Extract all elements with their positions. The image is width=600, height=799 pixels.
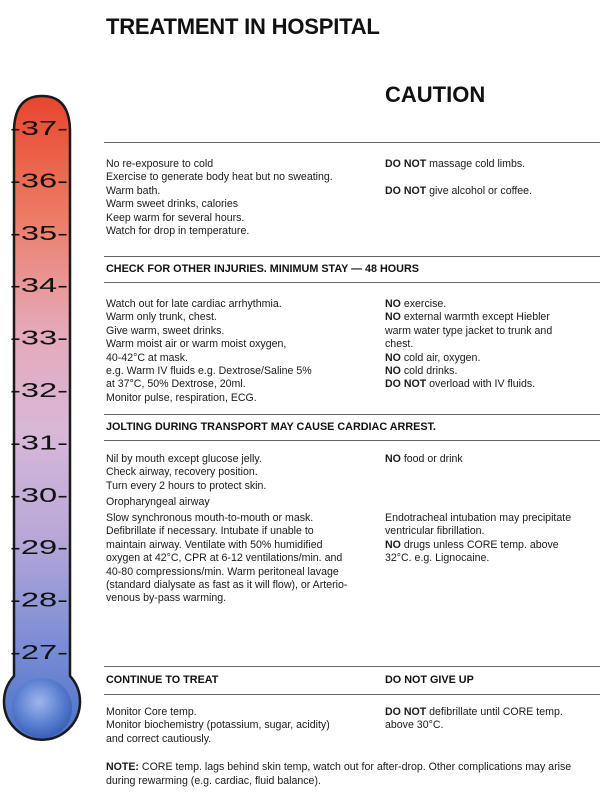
treatment-line: Slow synchronous mouth-to-mouth or mask. bbox=[106, 512, 314, 524]
section4-heading-right: DO NOT GIVE UP bbox=[385, 674, 474, 686]
caution-line: NO cold drinks. bbox=[385, 365, 458, 378]
caution-line: NO food or drink bbox=[385, 453, 463, 465]
treatment-line: Monitor pulse, respiration, ECG. bbox=[106, 391, 257, 404]
treatment-line: Warm sweet drinks, calories bbox=[106, 198, 239, 211]
caution-heading: CAUTION bbox=[385, 82, 486, 107]
caution-line: ventricular fibrillation. bbox=[385, 525, 485, 538]
section4-heading-left: CONTINUE TO TREAT bbox=[106, 674, 219, 686]
thermometer-scale-label: -31- bbox=[10, 432, 68, 455]
treatment-line: No re-exposure to cold bbox=[106, 158, 214, 170]
caution-line: DO NOT massage cold limbs. bbox=[385, 158, 526, 170]
caution-line: NO drugs unless CORE temp. above bbox=[385, 538, 559, 551]
section2-heading: CHECK FOR OTHER INJURIES. MINIMUM STAY — 48 HOURS bbox=[106, 263, 419, 275]
note bbox=[106, 761, 598, 788]
section1-treatment bbox=[106, 158, 376, 238]
thermometer-scale-label: -27- bbox=[10, 642, 68, 664]
treatment-line: Watch for drop in temperature. bbox=[106, 225, 250, 238]
caution-line: DO NOT give alcohol or coffee. bbox=[385, 184, 533, 197]
thermometer-scale-label: -30- bbox=[10, 484, 68, 507]
thermometer-scale-label: -32- bbox=[10, 380, 68, 402]
treatment-line: Monitor Core temp. bbox=[106, 706, 197, 718]
treatment-line: Exercise to generate body heat but no sweating. bbox=[106, 171, 333, 184]
thermometer bbox=[0, 0, 100, 799]
section2-caution bbox=[385, 298, 597, 392]
section3-caution-b bbox=[385, 512, 597, 566]
treatment-line: 40-80 compressions/min. Warm peritoneal lavage bbox=[106, 565, 339, 578]
caution-line bbox=[385, 171, 597, 184]
caution-line: NO exercise. bbox=[385, 298, 447, 310]
section3-caution-a bbox=[385, 453, 597, 466]
treatment-line: Warm only trunk, chest. bbox=[106, 311, 217, 324]
thermometer-bulb bbox=[12, 678, 72, 738]
thermometer-scale-label: -28- bbox=[10, 589, 68, 612]
divider bbox=[104, 414, 600, 415]
divider bbox=[104, 666, 600, 667]
caution-line: NO external warmth except Hiebler bbox=[385, 311, 550, 324]
thermometer-scale-label: -37- bbox=[10, 118, 68, 140]
section4-caution bbox=[385, 706, 597, 733]
thermometer-scale-label: -33- bbox=[10, 327, 68, 350]
caution-line: warm water type jacket to trunk and bbox=[385, 324, 553, 337]
treatment-line: Monitor biochemistry (potassium, sugar, acidity) bbox=[106, 719, 330, 732]
caution-line: 32°C. e.g. Lignocaine. bbox=[385, 552, 490, 565]
caution-line: DO NOT defibrillate until CORE temp. bbox=[385, 706, 563, 718]
section2-treatment bbox=[106, 298, 376, 405]
divider bbox=[104, 282, 600, 283]
treatment-line: venous by-pass warming. bbox=[106, 592, 227, 605]
section3-treatment-a bbox=[106, 453, 376, 510]
caution-line: chest. bbox=[385, 338, 414, 351]
treatment-line: Warm bath. bbox=[106, 184, 161, 197]
treatment-line: Give warm, sweet drinks. bbox=[106, 324, 225, 337]
divider bbox=[104, 694, 600, 695]
divider bbox=[104, 440, 600, 441]
section4-treatment bbox=[106, 706, 376, 746]
treatment-line: Oropharyngeal airway bbox=[106, 496, 210, 509]
treatment-line: maintain airway. Ventilate with 50% humidified bbox=[106, 538, 323, 551]
section3-treatment-b bbox=[106, 512, 376, 606]
thermometer-scale-label: -35- bbox=[10, 222, 68, 245]
treatment-line: Warm moist air or warm moist oxygen, bbox=[106, 338, 287, 351]
treatment-line: Watch out for late cardiac arrhythmia. bbox=[106, 298, 282, 310]
thermometer-scale-label: -34- bbox=[10, 275, 68, 298]
treatment-line: Keep warm for several hours. bbox=[106, 211, 245, 224]
treatment-line: Nil by mouth except glucose jelly. bbox=[106, 453, 262, 465]
caution-line: DO NOT overload with IV fluids. bbox=[385, 378, 536, 391]
treatment-line: 40-42°C at mask. bbox=[106, 351, 188, 364]
divider bbox=[104, 142, 600, 143]
treatment-line: e.g. Warm IV fluids e.g. Dextrose/Saline 5% bbox=[106, 365, 312, 378]
section3-heading: JOLTING DURING TRANSPORT MAY CAUSE CARDIAC ARREST. bbox=[106, 421, 436, 433]
treatment-line: and correct cautiously. bbox=[106, 732, 212, 745]
caution-line: Endotracheal intubation may precipitate bbox=[385, 512, 572, 524]
caution-line: above 30°C. bbox=[385, 719, 444, 732]
page-title: TREATMENT IN HOSPITAL bbox=[106, 14, 380, 39]
treatment-line: (standard dialysate as fast as it will flow), or Arterio- bbox=[106, 579, 348, 592]
thermometer-scale-label: -29- bbox=[10, 537, 68, 560]
treatment-line: Defibrillate if necessary. Intubate if unable to bbox=[106, 525, 314, 538]
divider bbox=[104, 256, 600, 257]
treatment-line: at 37°C, 50% Dextrose, 20ml. bbox=[106, 378, 246, 391]
treatment-line: Check airway, recovery position. bbox=[106, 466, 258, 479]
thermometer-scale-label: -36- bbox=[10, 170, 68, 193]
treatment-line: oxygen at 42°C, CPR at 6-12 ventilations/min. and bbox=[106, 552, 343, 565]
note-text: CORE temp. lags behind skin temp, watch out for after-drop. Other complications may arise during rewarming (e.g. cardiac, fluid balance). bbox=[106, 761, 572, 787]
section1-caution bbox=[385, 158, 597, 198]
caution-line: NO cold air, oxygen. bbox=[385, 351, 481, 364]
note-label: NOTE: bbox=[106, 761, 139, 773]
treatment-line: Turn every 2 hours to protect skin. bbox=[106, 479, 267, 492]
